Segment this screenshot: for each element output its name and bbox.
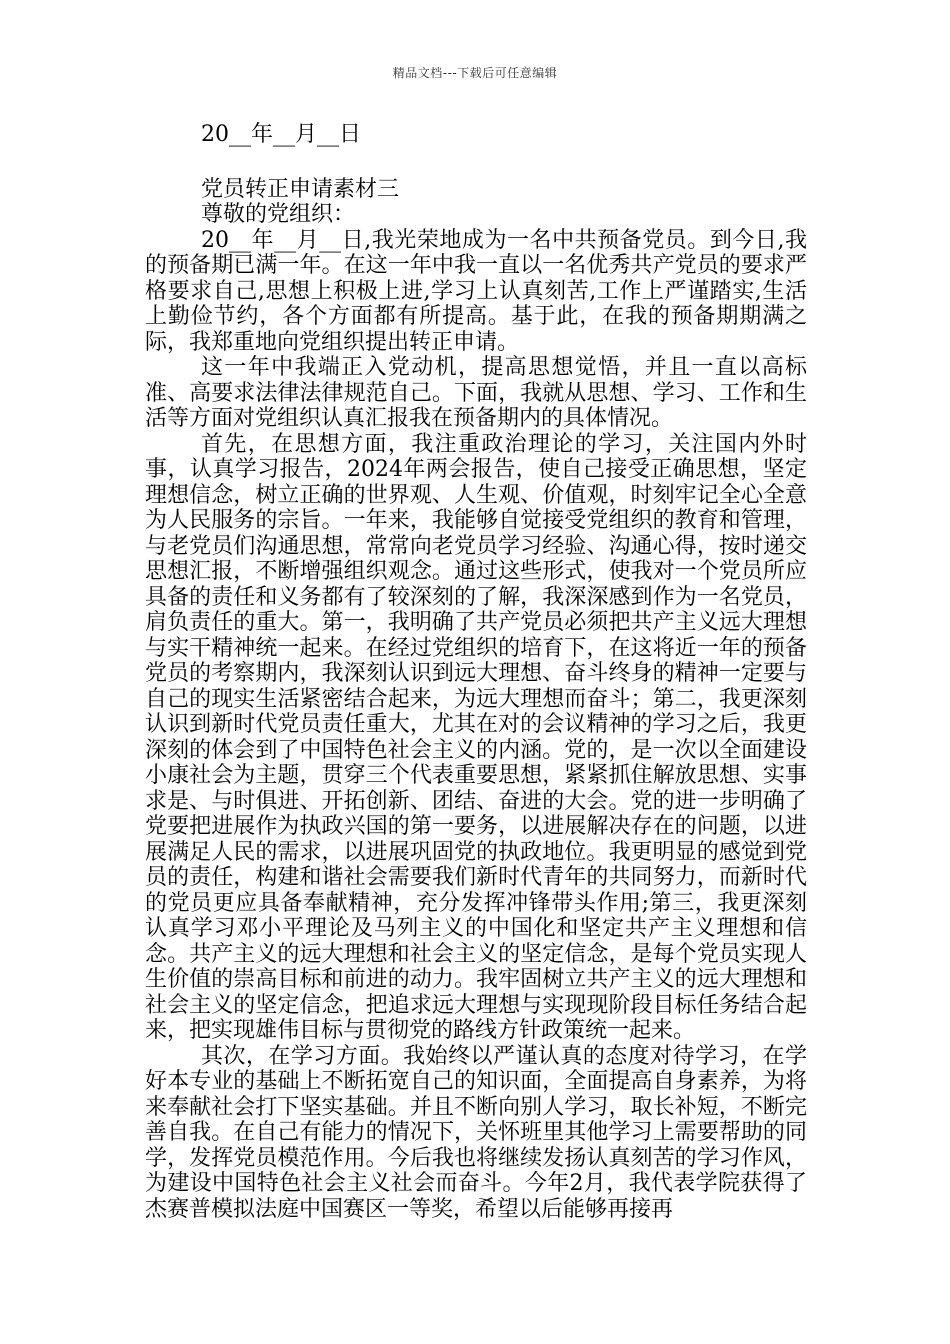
date-line: 20__年__月__日: [201, 122, 361, 147]
salutation: 尊敬的党组织：: [201, 202, 356, 227]
paragraph-4: 其次，在学习方面。我始终以严谨认真的态度对待学习，在学好本专业的基础上不断拓宽自己的知识面，全面提高自身素养，为将来奉献社会打下坚实基础。并且不断向别人学习，取长补短，不断完善自我。在自己有能力的情况下，关怀班里其他学习上需要帮助的同学，发挥党员模范作用。今后我也将继续发扬认真刻苦的学习作风，为建设中国特色社会主义社会而奋斗。今年2月，我代表学院获得了杰赛普模拟法庭中国赛区一等奖，希望以后能够再接再: [145, 1043, 807, 1222]
page-header-note: 精品文档---下载后可任意编辑: [392, 66, 558, 80]
paragraph-3: 首先，在思想方面，我注重政治理论的学习，关注国内外时事，认真学习报告，2024年两会报告，使自己接受正确思想，坚定理想信念，树立正确的世界观、人生观、价值观，时刻牢记全心全意为人民服务的宗旨。一年来，我能够自觉接受党组织的教育和管理，与老党员们沟通思想，常常向老党员学习经验、沟通心得，按时递交思想汇报，不断增强组织观念。通过这些形式，使我对一个党员所应具备的责任和义务都有了较深刻的了解，我深深感到作为一名党员，肩负责任的重大。第一，我明确了共产党员必须把共产主义远大理想与实干精神统一起来。在经过党组织的培育下，在这将近一年的预备党员的考察期内，我深刻认识到远大理想、奋斗终身的精神一定要与自己的现实生活紧密结合起来，为远大理想而奋斗；第二，我更深刻认识到新时代党员责任重大，尤其在对的会议精神的学习之后，我更深刻的体会到了中国特色社会主义的内涵。党的，是一次以全面建设小康社会为主题，贯穿三个代表重要思想，紧紧抓住解放思想、实事求是、与时俱进、开拓创新、团结、奋进的大会。党的进一步明确了党要把进展作为执政兴国的第一要务，以进展解决存在的问题，以进展满足人民的需求，以进展巩固党的执政地位。我更明显的感觉到党员的责任，构建和谐社会需要我们新时代青年的共同努力，而新时代的党员更应具备奉献精神，充分发挥冲锋带头作用;第三，我更深刻认真学习邓小平理论及马列主义的中国化和坚定共产主义理想和信念。共产主义的远大理想和社会主义的坚定信念，是每个党员实现人生价值的崇高目标和前进的动力。我牢固树立共产主义的远大理想和社会主义的坚定信念，把追求远大理想与实现现阶段目标任务结合起来，把实现雄伟目标与贯彻党的路线方针政策统一起来。: [145, 431, 807, 1043]
paragraph-1: 20__年__月__日,我光荣地成为一名中共预备党员。到今日,我的预备期已满一年。在这一年中我一直以一名优秀共产党员的要求严格要求自己,思想上积极上进,学习上认真刻苦,工作上严谨踏实,生活上勤俭节约，各个方面都有所提高。基于此，在我的预备期期满之际，我郑重地向党组织提出转正申请。: [145, 227, 807, 355]
paragraph-2: 这一年中我端正入党动机，提高思想觉悟，并且一直以高标准、高要求法律法律规范自己。下面，我就从思想、学习、工作和生活等方面对党组织认真汇报我在预备期内的具体情况。: [145, 355, 807, 431]
document-title: 党员转正申请素材三: [201, 176, 400, 202]
document-body: [145, 122, 807, 1222]
